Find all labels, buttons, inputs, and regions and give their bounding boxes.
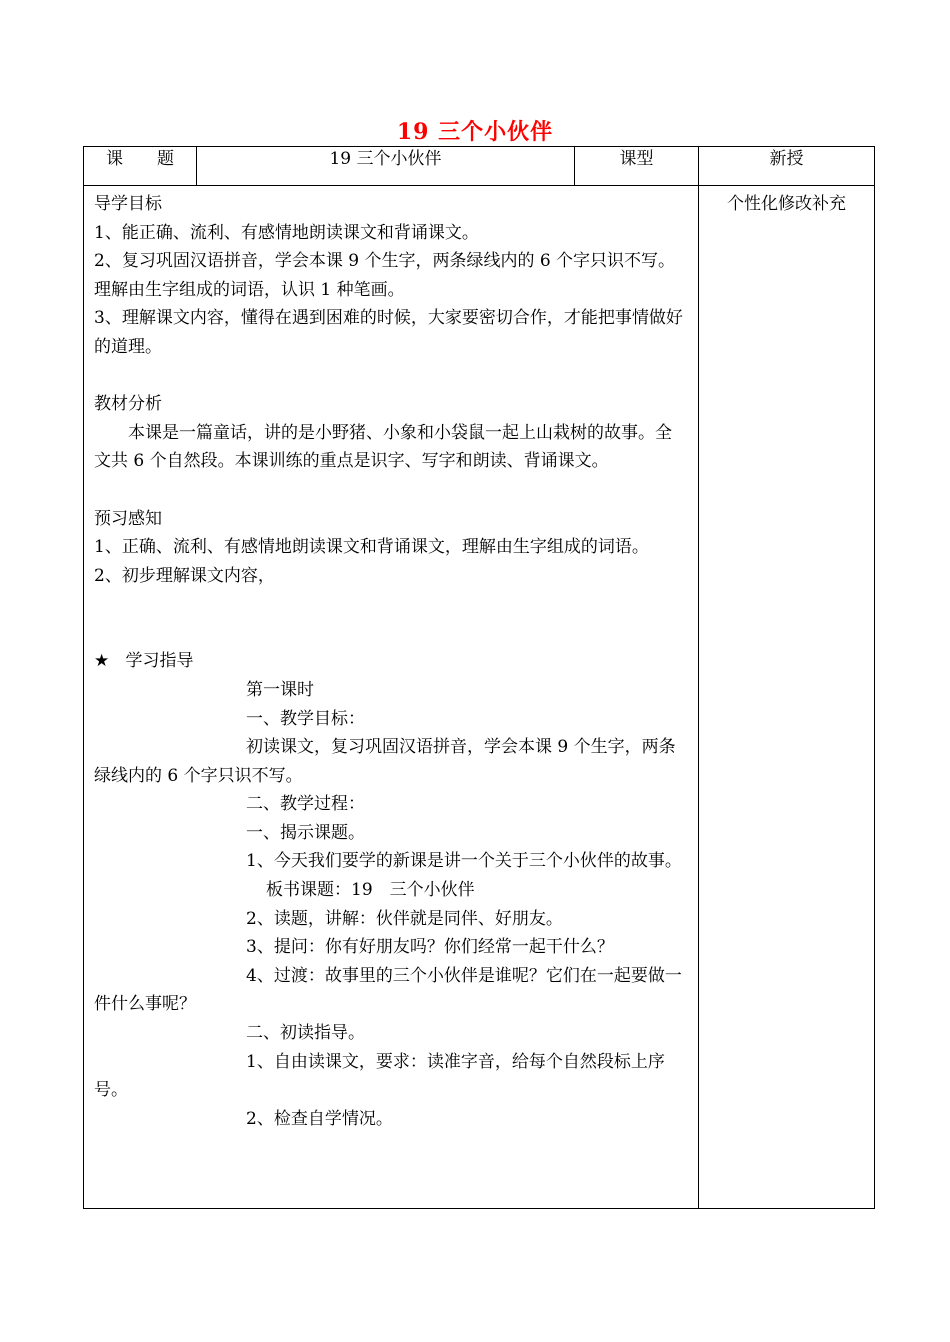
type-label-cell — [575, 147, 699, 186]
step-1 — [94, 847, 688, 876]
read-step-1-text: 1、自由读课文，要求：读准字音，给每个自然段标上序号。 — [94, 1051, 665, 1101]
topic-label-cell — [84, 147, 197, 186]
goals-title: 导学目标 — [94, 194, 162, 214]
preview-title: 预习感知 — [94, 508, 162, 529]
step-1-text: 1、今天我们要学的新课是讲一个关于三个小伙伴的故事。 — [246, 851, 682, 872]
goal-item-1: 1、能正确、流利、有感情地朗读课文和背诵课文。 — [94, 222, 479, 243]
type-label: 课型 — [619, 149, 654, 169]
side-notes-cell — [699, 186, 875, 1209]
content-row — [84, 186, 875, 1209]
topic-label: 课 题 — [106, 149, 174, 169]
goal-item-3: 3、理解课文内容，懂得在遇到困难的时候，大家要密切合作，才能把事情做好的道理。 — [94, 308, 683, 357]
guide-title: 学习指导 — [125, 651, 194, 672]
analysis-title: 教材分析 — [94, 394, 162, 415]
reveal-title: 一、揭示课题。 — [246, 822, 365, 843]
read-step-1 — [94, 1048, 688, 1105]
step-3: 3、提问：你有好朋友吗？你们经常一起干什么？ — [246, 937, 614, 958]
side-notes-title: 个性化修改补充 — [727, 194, 846, 214]
topic-cell — [197, 147, 575, 186]
step-4-text: 4、过渡：故事里的三个小伙伴是谁呢？它们在一起要做一件什么事呢？ — [94, 965, 682, 1015]
step-2: 2、读题，讲解：伙伴就是同伴、好朋友。 — [246, 908, 563, 929]
board-line — [94, 876, 688, 905]
topic-value: 19 三个小伙伴 — [329, 149, 442, 169]
document-title: 19 三个小伙伴 — [396, 119, 554, 145]
lesson-title: 第一课时 — [246, 679, 314, 700]
goal-item-2: 2、复习巩固汉语拼音，学会本课 9 个生字，两条绿线内的 6 个字只识不写。理解由生字组成的词语，认识 1 种笔画。 — [94, 251, 676, 300]
read-step-2: 2、检查自学情况。 — [246, 1108, 393, 1129]
teach-goal-title: 一、教学目标： — [246, 708, 365, 729]
header-row — [84, 147, 875, 186]
lesson-plan-table — [83, 146, 875, 1209]
preview-item-1: 1、正确、流利、有感情地朗读课文和背诵课文，理解由生字组成的词语。 — [94, 537, 649, 558]
content-cell — [84, 186, 699, 1209]
star-icon: ★ — [94, 651, 110, 672]
teach-goal-text — [94, 733, 688, 790]
process-title: 二、教学过程： — [246, 794, 365, 815]
guide-heading — [94, 647, 688, 676]
teach-goal-text-span: 初读课文，复习巩固汉语拼音，学会本课 9 个生字，两条绿线内的 6 个字只识不写。 — [94, 737, 676, 786]
analysis-text: 本课是一篇童话，讲的是小野猪、小象和小袋鼠一起上山栽树的故事。全文共 6 个自然段。本课训练的重点是识字、写字和朗读、背诵课文。 — [94, 422, 672, 472]
preview-item-2: 2、初步理解课文内容， — [94, 565, 275, 586]
type-value: 新授 — [769, 149, 804, 169]
step-4 — [94, 962, 688, 1019]
board-text: 板书课题：19 三个小伙伴 — [266, 880, 475, 901]
type-cell — [699, 147, 875, 186]
read-title: 二、初读指导。 — [246, 1023, 365, 1044]
